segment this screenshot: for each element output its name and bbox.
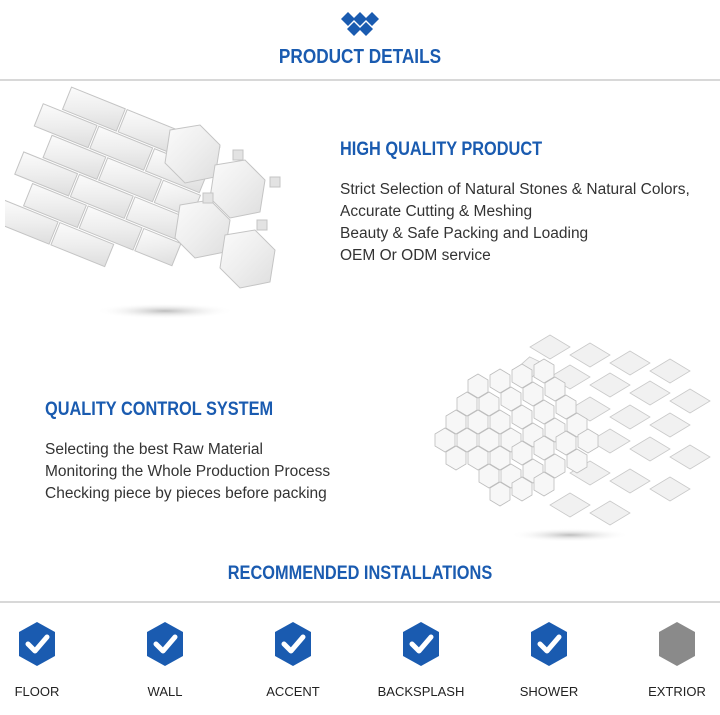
installation-label-shower: SHOWER xyxy=(519,684,579,699)
text-line: Strict Selection of Natural Stones & Natural Colors, xyxy=(340,181,690,198)
high-quality-product-text xyxy=(340,179,690,267)
floor-check-badge-icon xyxy=(15,620,59,668)
subway-octagon-tile-image xyxy=(5,85,325,325)
text-line: Checking piece by pieces before packing xyxy=(45,485,327,502)
installation-label-wall: WALL xyxy=(147,684,183,699)
installation-label-floor: FLOOR xyxy=(14,684,60,699)
installations-divider xyxy=(0,601,720,603)
quality-control-text xyxy=(45,439,330,505)
text-line: OEM Or ODM service xyxy=(340,247,491,264)
high-quality-product-heading: HIGH QUALITY PRODUCT xyxy=(340,139,543,160)
page-title: PRODUCT DETAILS xyxy=(278,46,442,68)
installation-label-exterior: EXTRIOR xyxy=(648,684,706,699)
text-line: Selecting the best Raw Material xyxy=(45,441,263,458)
hexagon-rhombus-tile-image xyxy=(420,325,720,555)
quality-control-heading: QUALITY CONTROL SYSTEM xyxy=(45,399,274,420)
diamond-cluster-icon xyxy=(336,10,384,40)
recommended-installations-heading: RECOMMENDED INSTALLATIONS xyxy=(227,563,493,584)
exterior-gray-hexagon-icon xyxy=(655,620,699,668)
text-line: Beauty & Safe Packing and Loading xyxy=(340,225,589,242)
text-line: Accurate Cutting & Meshing xyxy=(340,203,533,220)
shower-check-badge-icon xyxy=(527,620,571,668)
header-divider xyxy=(0,79,720,81)
backsplash-check-badge-icon xyxy=(399,620,443,668)
installation-label-accent: ACCENT xyxy=(266,684,320,699)
text-line: Monitoring the Whole Production Process xyxy=(45,463,331,480)
accent-check-badge-icon xyxy=(271,620,315,668)
wall-check-badge-icon xyxy=(143,620,187,668)
installation-label-backsplash: BACKSPLASH xyxy=(377,684,465,699)
